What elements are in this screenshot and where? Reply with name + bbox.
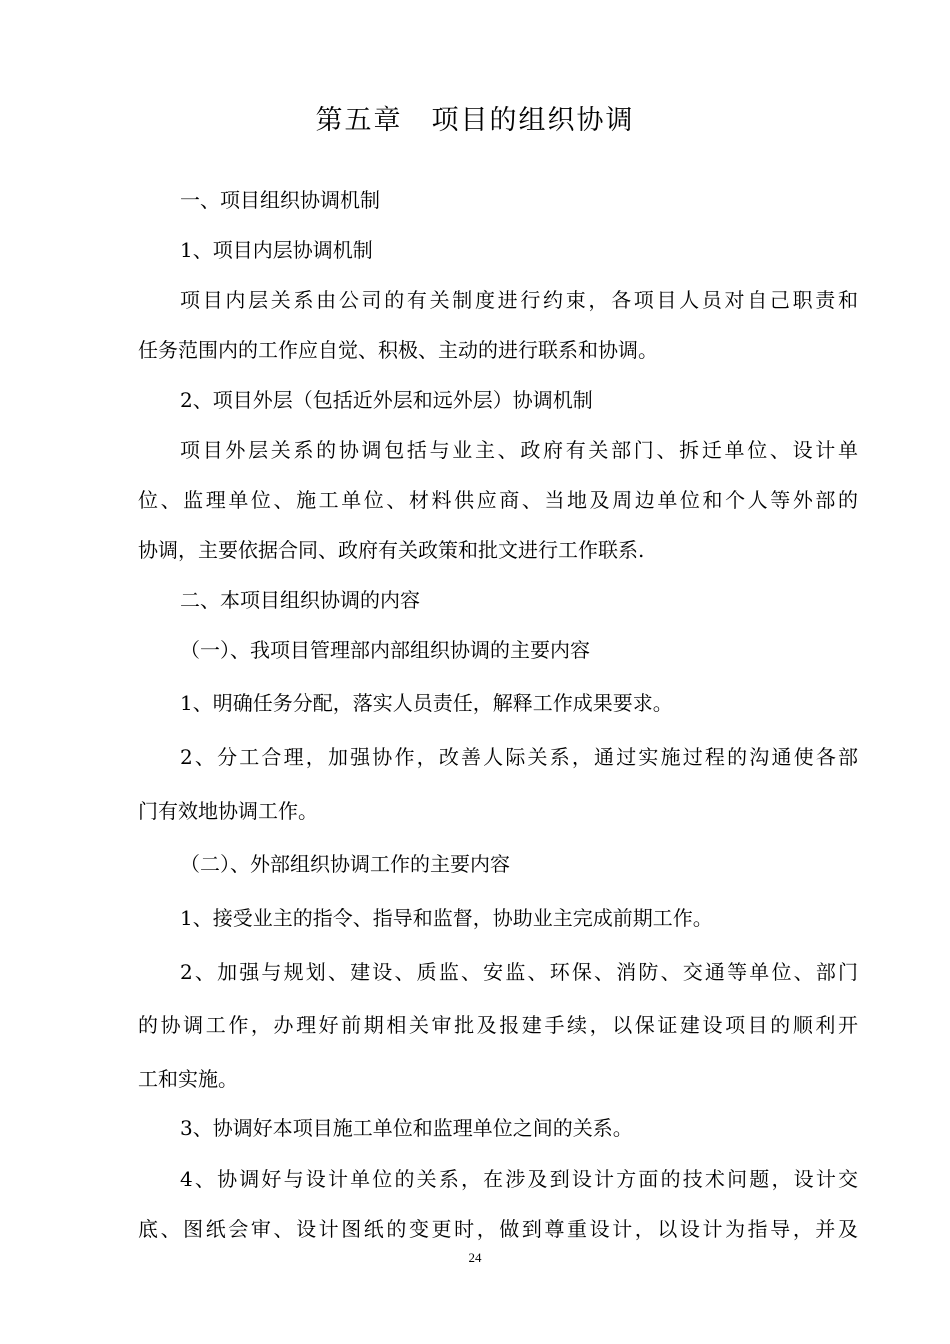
text-line: （二）、外部组织协调工作的主要内容: [180, 852, 510, 876]
text-line: 2、项目外层（包括近外层和远外层）协调机制: [180, 388, 593, 412]
text-line: 2、分工合理，加强协作，改善人际关系，通过实施过程的沟通使各部: [180, 745, 858, 769]
chapter-title: 第五章 项目的组织协调: [315, 105, 635, 136]
text-line: 3、协调好本项目施工单位和监理单位之间的关系。: [180, 1116, 633, 1140]
text-line: 位、监理单位、施工单位、材料供应商、当地及周边单位和个人等外部的: [138, 488, 858, 512]
text-line: 底、图纸会审、设计图纸的变更时，做到尊重设计，以设计为指导，并及: [138, 1217, 858, 1241]
text-line: 项目内层关系由公司的有关制度进行约束，各项目人员对自己职责和: [180, 288, 858, 312]
text-line: （一）、我项目管理部内部组织协调的主要内容: [180, 638, 590, 662]
text-line: 4、协调好与设计单位的关系，在涉及到设计方面的技术问题，设计交: [180, 1167, 858, 1191]
text-line: 的协调工作，办理好前期相关审批及报建手续，以保证建设项目的顺利开: [138, 1013, 858, 1037]
text-line: 2、加强与规划、建设、质监、安监、环保、消防、交通等单位、部门: [180, 960, 858, 984]
text-line: 任务范围内的工作应自觉、积极、主动的进行联系和协调。: [138, 338, 658, 362]
text-line: 1、接受业主的指令、指导和监督，协助业主完成前期工作。: [180, 906, 713, 930]
text-line: 1、明确任务分配，落实人员责任，解释工作成果要求。: [180, 691, 673, 715]
text-line: 工和实施。: [138, 1067, 238, 1091]
text-line: 1、项目内层协调机制: [180, 238, 373, 262]
text-line: 协调，主要依据合同、政府有关政策和批文进行工作联系.: [138, 538, 645, 562]
text-line: 二、本项目组织协调的内容: [180, 588, 420, 612]
text-line: 一、项目组织协调机制: [180, 188, 380, 212]
text-line: 门有效地协调工作。: [138, 799, 318, 823]
text-line: 项目外层关系的协调包括与业主、政府有关部门、拆迁单位、设计单: [180, 438, 858, 462]
page-number: 24: [468, 1250, 482, 1265]
